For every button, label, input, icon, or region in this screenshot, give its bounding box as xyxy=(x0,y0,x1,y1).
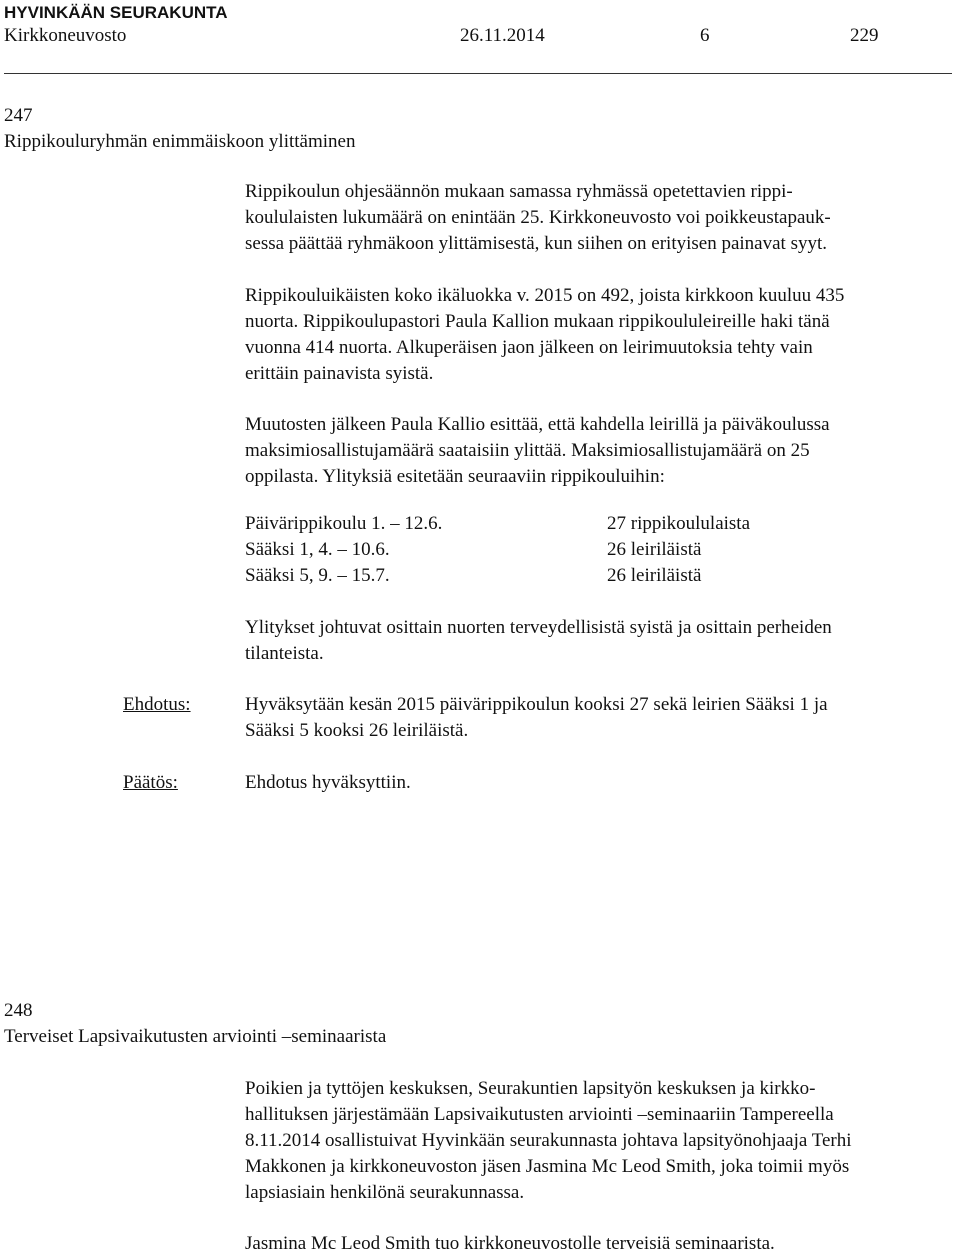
paragraph xyxy=(245,1076,957,1206)
header-page-number: 6 xyxy=(700,25,710,46)
course-cell: Sääksi 5, 9. – 15.7. xyxy=(245,565,390,586)
paragraph xyxy=(245,283,957,387)
table-row xyxy=(245,511,750,537)
section-title: Terveiset Lapsivaikutusten arviointi –seminaarista xyxy=(4,1026,387,1047)
text-line: Ylitykset johtuvat osittain nuorten terveydellisistä syistä ja osittain perheiden xyxy=(245,617,832,638)
overrun-table xyxy=(245,511,750,589)
text-line: Rippikoulun ohjesäännön mukaan samassa ryhmässä opetettavien rippi- xyxy=(245,181,793,202)
table-row xyxy=(245,563,750,589)
organization-name: HYVINKÄÄN SEURAKUNTA xyxy=(4,3,228,22)
header-date: 26.11.2014 xyxy=(460,25,545,46)
section-number: 248 xyxy=(4,1000,33,1021)
table-row xyxy=(245,537,750,563)
paragraph xyxy=(245,179,957,257)
count-cell: 26 leiriläistä xyxy=(607,565,702,586)
text-line: erittäin painavista syistä. xyxy=(245,363,434,384)
section-title: Rippikouluryhmän enimmäiskoon ylittäminen xyxy=(4,131,356,152)
text-line: sessa päättää ryhmäkoon ylittämisestä, kun siihen on erityisen painavat syyt. xyxy=(245,233,828,254)
text-line: tilanteista. xyxy=(245,643,324,664)
text-line: maksimiosallistujamäärä saataisiin ylittää. Maksimiosallistujamäärä on 25 xyxy=(245,440,810,461)
text-line: nuorta. Rippikoulupastori Paula Kallion mukaan rippikoululeireille haki tänä xyxy=(245,311,830,332)
text-line: Muutosten jälkeen Paula Kallio esittää, että kahdella leirillä ja päiväkoulussa xyxy=(245,414,830,435)
text-line: oppilasta. Ylityksiä esitetään seuraaviin rippikouluihin: xyxy=(245,466,665,487)
text-line: Sääksi 5 kooksi 26 leiriläistä. xyxy=(245,720,469,741)
paragraph xyxy=(245,412,957,490)
paragraph xyxy=(245,615,957,667)
header-section-number: 229 xyxy=(850,25,879,46)
course-cell: Päivärippikoulu 1. – 12.6. xyxy=(245,513,443,534)
text-line: Makkonen ja kirkkoneuvoston jäsen Jasmina Mc Leod Smith, joka toimii myös xyxy=(245,1156,850,1177)
header-divider xyxy=(4,73,952,74)
proposal-text xyxy=(245,692,957,744)
header-body-name: Kirkkoneuvosto xyxy=(4,25,127,46)
proposal-label: Ehdotus: xyxy=(123,694,191,715)
section-number: 247 xyxy=(4,105,33,126)
course-cell: Sääksi 1, 4. – 10.6. xyxy=(245,539,390,560)
text-line: Rippikouluikäisten koko ikäluokka v. 2015 on 492, joista kirkkoon kuuluu 435 xyxy=(245,285,845,306)
count-cell: 26 leiriläistä xyxy=(607,539,702,560)
paragraph xyxy=(245,1231,957,1257)
text-line: vuonna 414 nuorta. Alkuperäisen jaon jälkeen on leirimuutoksia tehty vain xyxy=(245,337,813,358)
text-line: Jasmina Mc Leod Smith tuo kirkkoneuvostolle terveisiä seminaarista. xyxy=(245,1233,775,1254)
text-line: lapsiasiain henkilönä seurakunnassa. xyxy=(245,1182,525,1203)
count-cell: 27 rippikoululaista xyxy=(607,513,751,534)
decision-label: Päätös: xyxy=(123,772,178,793)
text-line: Poikien ja tyttöjen keskuksen, Seurakuntien lapsityön keskuksen ja kirkko- xyxy=(245,1078,816,1099)
text-line: 8.11.2014 osallistuivat Hyvinkään seurakunnasta johtava lapsityönohjaaja Terhi xyxy=(245,1130,852,1151)
text-line: Hyväksytään kesän 2015 päivärippikoulun kooksi 27 sekä leirien Sääksi 1 ja xyxy=(245,694,828,715)
text-line: koululaisten lukumäärä on enintään 25. Kirkkoneuvosto voi poikkeustapauk- xyxy=(245,207,831,228)
decision-text: Ehdotus hyväksyttiin. xyxy=(245,772,411,793)
text-line: hallituksen järjestämään Lapsivaikutusten arviointi –seminaariin Tampereella xyxy=(245,1104,834,1125)
